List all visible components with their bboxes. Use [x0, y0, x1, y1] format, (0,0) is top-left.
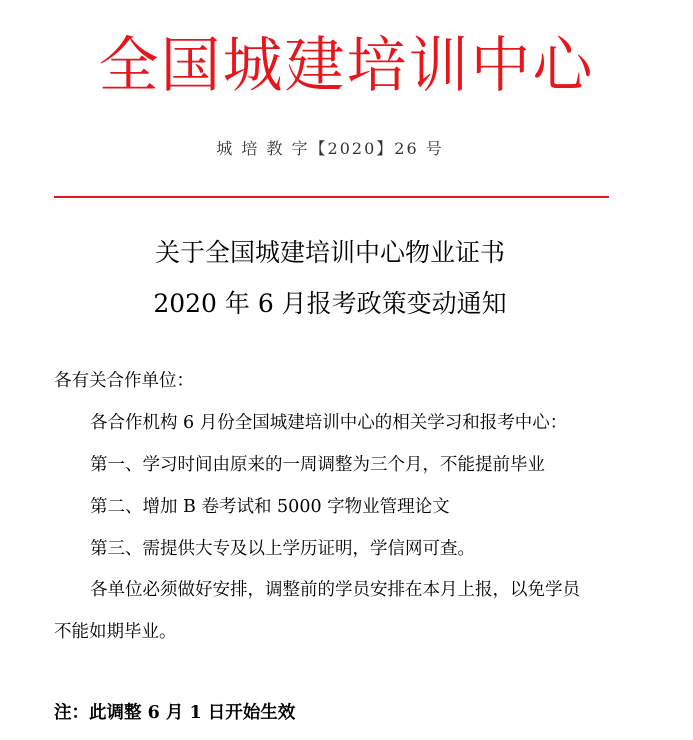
salutation: 各有关合作单位： [54, 371, 194, 391]
header-divider [54, 196, 609, 198]
notice-title-line-2: 2020 年 6 月报考政策变动通知 [153, 289, 507, 318]
policy-item-2: 第二、增加 B 卷考试和 5000 字物业管理论文 [90, 497, 450, 517]
closing-paragraph-line-2: 不能如期毕业。 [54, 622, 177, 642]
closing-paragraph-line-1: 各单位必须做好安排，调整前的学员安排在本月上报，以免学员 [90, 580, 580, 600]
effective-date-note: 注：此调整 6 月 1 日开始生效 [54, 703, 296, 723]
policy-item-1: 第一、学习时间由原来的一周调整为三个月，不能提前毕业 [90, 455, 545, 475]
policy-item-3: 第三、需提供大专及以上学历证明，学信网可查。 [90, 539, 475, 559]
document-number: 城 培 教 字【2020】26 号 [216, 139, 444, 158]
notice-title-line-1: 关于全国城建培训中心物业证书 [154, 238, 505, 267]
intro-paragraph: 各合作机构 6 月份全国城建培训中心的相关学习和报考中心： [90, 413, 568, 433]
organization-header: 全国城建培训中心 [98, 31, 595, 101]
